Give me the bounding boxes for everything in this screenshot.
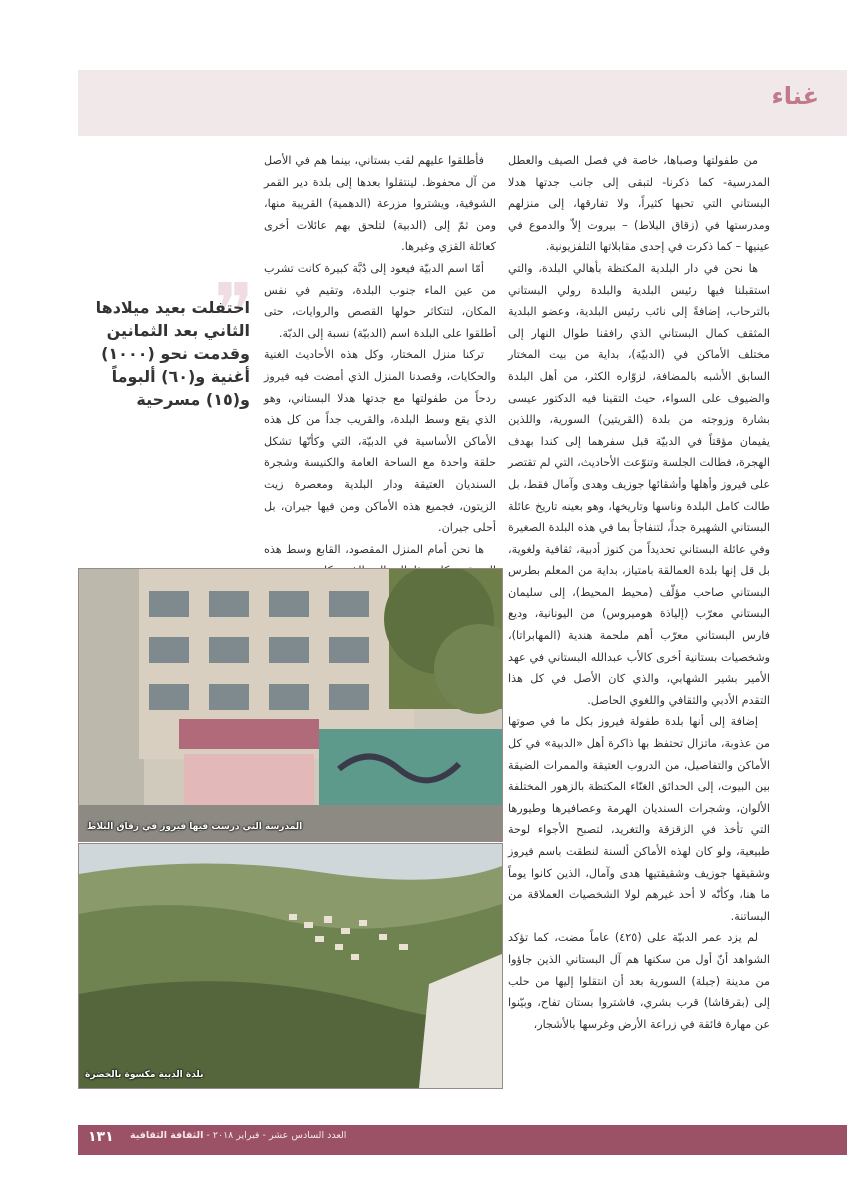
- header-band: [78, 70, 847, 136]
- school-building-illustration: [79, 569, 502, 841]
- pull-quote: احتفلت بعيد ميلادها الثاني بعد الثمانين وقدمت نحو (١٠٠٠) أغنية و(٦٠) ألبوماً و(١٥) مسرحية: [95, 298, 250, 409]
- paragraph: أمّا اسم الدبيّة فيعود إلى دُبَّة كبيرة كانت تشرب من عين الماء جنوب البلدة، وتقيم في نفس المكان، لتتكاثر حولها القصص والروايات، حتى أطلقوا على البلدة اسم (الدبيّة) نسبة إلى الدبّة.: [264, 261, 496, 340]
- photo-caption: بلدة الدبية مكسوة بالخضرة: [85, 1070, 204, 1080]
- paragraph: إضافة إلى أنها بلدة طفولة فيروز بكل ما في صوتها من عذوبة، ماتزال تحتفظ بها ذاكرة أهل «الدبية» في كل الأماكن والتفاصيل، من الدروب العتيقة والممرات الضيقة بين البيوت، إلى الحدائق الغنّاء المكتظة بالزهور المختلفة الألوان، وشجرات السنديان الهرمة وعصافيرها وطيورها التي تأخذ في الزقزقة والتغريد، لتصبح الأجواء لوحة طبيعية، ولو كان لهذه الأماكن ألسنة لنطقت باسم فيروز وشقيقها جوزيف وشقيقتيها هدى وآمال، الذين كانوا يوماً ما هنا، وكأنّه لا أحد غيرهم لولا الشخصيات العملاقة من البساتنة.: [508, 715, 770, 923]
- page-number: ١٣١: [88, 1129, 114, 1145]
- school-photo: [78, 568, 503, 842]
- paragraph: ها نحن أمام المنزل المقصود، القابع وسط هذه: [264, 542, 484, 556]
- village-photo: [78, 843, 503, 1089]
- footer-issue: العدد السادس عشر - فبراير ٢٠١٨ -: [206, 1130, 347, 1141]
- photo-caption: المدرسة التي درست فيها فيروز في زقاق البلاط: [87, 822, 303, 832]
- body-column-middle: [264, 150, 496, 570]
- paragraph: لم يزد عمر الدبيّة على (٤٢٥) عاماً مضت، كما تؤكد الشواهد أنّ أول من سكنها هم آل البستاني الذين جاؤوا من مدينة (جبلة) السورية بعد أن انتقلوا إليها من حلب إلى (بقرقاشا) قرب بشري، فاشتروا بستان تفاح، وبيّنوا عن مهارة فائقة في زراعة الأرض وغرسها بالأشجار،: [508, 931, 770, 1031]
- body-column-right: [508, 150, 770, 1095]
- paragraph: ها نحن في دار البلدية المكتظة بأهالي البلدة، والتي استقبلنا فيها رئيس البلدية والبلدة رولي البستاني بالترحاب، إضافةً إلى نائب رئيس البلدية، وعضو البلدية المثقف كمال البستاني الذي رافقنا طوال النهار إلى مختلف الأماكن في (الدبيّة)، بداية من بيت المختار السابق الأشبه بالمضافة، لزوّاره الكثر، من أهل البلدة والضيوف على السواء، حيث التقينا فيه الدكتور عيسى بشارة وزوجته من بلدة (القريتين) السورية، واللذين يقيمان مؤقتاً في الدبيّة قبل سفرهما إلى كندا بهدف الهجرة، فطالت الجلسة وتنوّعت الأحاديث، التي لم تقتصر على فيروز وأهلها وأشقائها جوزيف وهدى وآمال فقط، بل طالت كامل البلدة وناسها وتاريخها، وهو بعينه تاريخ عائلة البستاني الشهيرة جداً، لتنفاجأ بما في هذه البلدة الصغيرة وفي عائلة البستاني تحديداً من كنوز أدبية، ثقافية ولغوية، بل قل إنها بلدة العمالقة بامتياز، بداية من المعلم بطرس البستاني صاحب مؤلّف (محيط المحيط)، إلى سليمان البستاني معرّب (إلياذة هوميروس) من اليونانية، وديع فارس البستاني معرّب أهم ملحمة هندية (المهابراتا)، وشخصيات بستانية أخرى كالأب عبدالله البستاني في عهد الأمير بشير الشهابي، والذي كان الأصل في كل هذا التقدم الأدبي والثقافي واللغوي الحاصل.: [508, 261, 770, 707]
- section-title: غناء: [771, 82, 819, 110]
- village-landscape-illustration: [79, 844, 502, 1088]
- paragraph: فأطلقوا عليهم لقب بستاني، بينما هم في الأصل من آل محفوظ. لينتقلوا بعدها إلى بلدة دير القمر الشوفية، ويشتروا مزرعة (الدهمية) القريبة منها، ومن ثمّ إلى (الدبية) لتلحق بهم عائلات أخرى كعائلة القزي وغيرها.: [264, 154, 496, 254]
- paragraph: من طفولتها وصباها، خاصة في فصل الصيف والعطل المدرسية- كما ذكرنا- لتبقى إلى جانب جدتها هدلا البستاني التي تحبها كثيراً، ولا تفارقها، إلى منزلهم ومدرستها في (زقاق البلاط) – بيروت إلاّ والدموع في عينيها – كما ذكرت في إحدى مقابلاتها التلفزيونية.: [508, 154, 770, 254]
- quote-mark-icon: ❞: [214, 268, 254, 354]
- paragraph: تركنا منزل المختار، وكل هذه الأحاديث الغنية والحكايات، وقصدنا المنزل الذي أمضت فيه فيروز ردحاً من طفولتها مع جدتها هدلا البستاني، وهو الذي يقع وسط البلدة، والقريب جداً من كل هذه الأماكن الأساسية في الدبيّة، التي وكأنّها تشكل حلقة واحدة مع الساحة العامة والكنيسة وشجرة السنديان العتيقة ودار البلدية ومعصرة زيت الزيتون، فجميع هذه الأماكن ومن فيها جيران، بل أحلى جيران.: [264, 348, 496, 535]
- magazine-logo: الثقافة الثقافية: [130, 1130, 204, 1141]
- footer-issue-line: [130, 1130, 346, 1141]
